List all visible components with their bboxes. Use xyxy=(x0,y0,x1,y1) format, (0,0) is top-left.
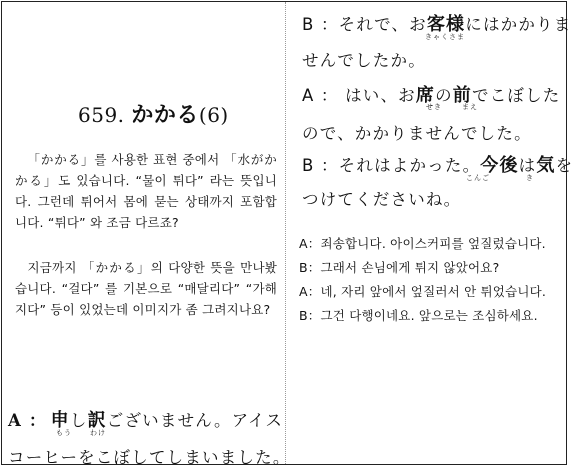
paragraph-1: 「かかる」를 사용한 표현 중에서 「水がかかる」도 있습니다. “물이 튀다” 라는 뜻입니다. 그런데 튀어서 몸에 묻는 상태까지 포함합니다. “튀다” 와 조금 다르죠? xyxy=(15,152,277,230)
kanji-moushi: 申 xyxy=(50,410,70,431)
kanji-wake: 訳 xyxy=(87,410,107,431)
paragraph-2: 지금까지 「かかる」의 다양한 뜻을 만나봤습니다. “걸다” 를 기본으로 “매달리다” “가해지다” 등이 있었는데 이미지가 좀 그려지나요? xyxy=(15,260,277,317)
korean-dialog-line-2: B：그래서 손님에게 튀지 않았어요? xyxy=(299,260,500,275)
kanji-mae: 前 xyxy=(452,85,472,106)
ruby-mae: まえ xyxy=(462,103,478,111)
speaker-a: A ： xyxy=(8,411,47,430)
korean-explanation-2 xyxy=(15,257,277,320)
lesson-number: 659. xyxy=(78,103,125,127)
kana-shi: し xyxy=(69,411,88,430)
kanji-ki: 気 xyxy=(536,155,556,176)
ruby-ki: き xyxy=(526,174,534,182)
lesson-count: (6) xyxy=(198,103,229,127)
kanji-kongo: 今後 xyxy=(480,155,519,176)
book-page xyxy=(1,1,573,467)
dialog-b2-line2: つけてくださいね。 xyxy=(302,190,462,209)
lesson-word: かかる xyxy=(131,102,199,128)
left-column xyxy=(2,2,291,467)
ruby-kongo: こんご xyxy=(466,174,490,182)
dialog-b1-pre: B ：それで、お xyxy=(302,15,427,34)
ruby-mou: もう xyxy=(56,429,72,437)
dialog-b2-pre: B ：それはよかった。 xyxy=(302,156,481,175)
kana-wo: を xyxy=(555,156,573,175)
kanji-seki: 席 xyxy=(415,85,436,106)
dialog-a1-line2: コーヒーをこぼしてしまいました。 xyxy=(8,448,291,467)
right-column xyxy=(286,2,573,464)
ruby-wake: わけ xyxy=(90,429,106,437)
dialog-a2-post: でこぼした xyxy=(472,86,561,105)
kana-no: の xyxy=(435,86,453,105)
lesson-title xyxy=(78,98,229,129)
korean-dialog xyxy=(299,234,561,330)
dialog-a1-rest: ございません。アイス xyxy=(106,411,284,430)
korean-dialog-line-4: B：그건 다행이네요. 앞으로는 조심하세요. xyxy=(299,308,538,323)
korean-explanation-1 xyxy=(15,149,277,233)
kanji-kyakusama: 客様 xyxy=(426,14,466,35)
dialog-b1-post: にはかかりま xyxy=(465,15,572,34)
dialog-a1-line1 xyxy=(8,406,283,432)
dialog-a2-pre: A ： はい、お xyxy=(302,86,416,105)
korean-dialog-line-3: A：네, 자리 앞에서 엎질러서 안 튀었습니다. xyxy=(299,284,547,299)
kana-wa: は xyxy=(518,156,537,175)
ruby-kyakusama: きゃくさま xyxy=(425,33,465,41)
dialog-a2-line2: ので、かかりませんでした。 xyxy=(302,124,532,143)
dialog-b1-line2: せんでしたか。 xyxy=(302,51,426,70)
korean-dialog-line-1: A：죄송합니다. 아이스커피를 엎질렀습니다. xyxy=(299,236,546,251)
ruby-seki: せき xyxy=(426,103,442,111)
